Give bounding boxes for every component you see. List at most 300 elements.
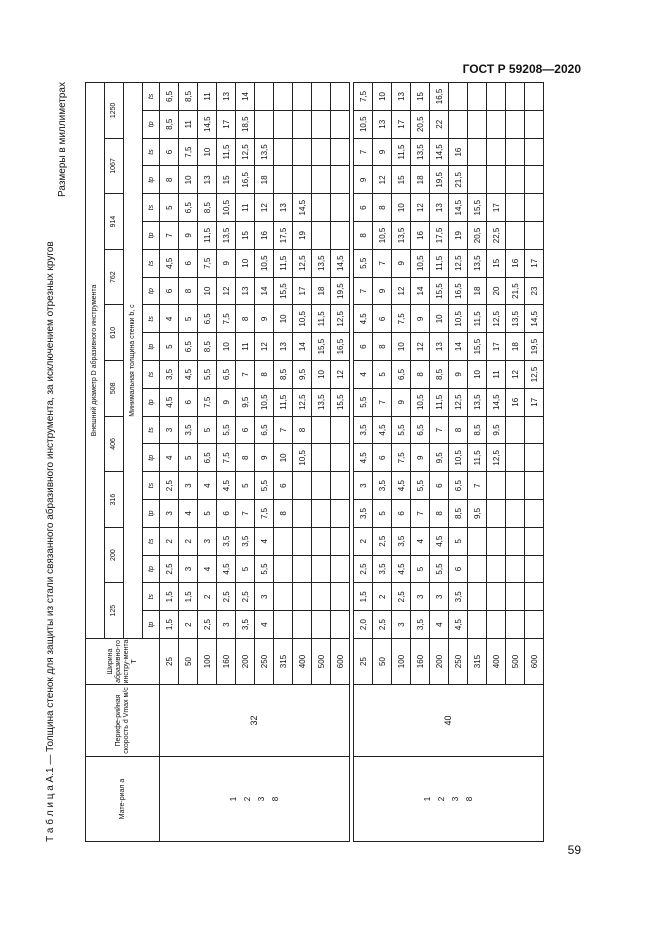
- thickness-cell: [312, 138, 331, 166]
- thickness-cell: 5: [449, 527, 468, 555]
- thickness-cell: 13,5: [411, 138, 430, 166]
- thickness-cell: 16,5: [331, 333, 350, 361]
- material-cell: 1 2 3 8: [354, 757, 544, 842]
- thickness-cell: 5,5: [354, 249, 373, 277]
- thickness-cell: 12: [217, 277, 236, 305]
- thickness-cell: 4: [179, 500, 198, 528]
- thickness-cell: 20: [487, 277, 506, 305]
- thickness-cell: [525, 583, 544, 611]
- diameter-header: 610: [105, 305, 124, 361]
- thickness-cell: 12: [411, 194, 430, 222]
- thickness-cell: 14: [236, 83, 255, 111]
- thickness-cell: [331, 444, 350, 472]
- caption-row: [43, 82, 71, 842]
- thickness-cell: [293, 166, 312, 194]
- thickness-cell: 4: [160, 305, 179, 333]
- thickness-cell: 11,5: [430, 249, 449, 277]
- thickness-cell: 3,5: [160, 361, 179, 389]
- thickness-cell: 23: [525, 277, 544, 305]
- diameter-header: 762: [105, 249, 124, 305]
- thickness-cell: 11,5: [274, 388, 293, 416]
- thickness-cell: [331, 416, 350, 444]
- thickness-cell: 15,5: [331, 388, 350, 416]
- thickness-cell: [274, 138, 293, 166]
- thickness-cell: 12: [392, 277, 411, 305]
- thickness-cell: 8: [179, 277, 198, 305]
- thickness-cell: 15,5: [430, 277, 449, 305]
- thickness-cell: 15: [487, 249, 506, 277]
- thickness-cell: 3: [392, 611, 411, 639]
- thickness-cell: 7: [468, 472, 487, 500]
- thickness-cell: 19,5: [331, 277, 350, 305]
- thickness-cell: [331, 110, 350, 138]
- thickness-cell: 13,5: [255, 138, 274, 166]
- subheader-ts: ts: [143, 194, 160, 222]
- thickness-cell: 8,5: [198, 194, 217, 222]
- width-cell: 160: [411, 639, 430, 685]
- thickness-cell: 14,5: [198, 110, 217, 138]
- thickness-cell: 5: [179, 444, 198, 472]
- thickness-cell: [487, 583, 506, 611]
- thickness-cell: 2: [160, 527, 179, 555]
- thickness-cell: 8: [236, 305, 255, 333]
- thickness-cell: 5: [160, 194, 179, 222]
- diameter-group-header: Внешний диаметр D абразивного инструмента: [86, 83, 105, 639]
- thickness-cell: 1,5: [160, 583, 179, 611]
- thickness-cell: 10: [312, 361, 331, 389]
- thickness-cell: 3,5: [392, 527, 411, 555]
- thickness-cell: 10,5: [373, 222, 392, 250]
- thickness-cell: [487, 500, 506, 528]
- thickness-cell: 7: [373, 388, 392, 416]
- thickness-cell: 9: [354, 166, 373, 194]
- thickness-cell: 4,5: [449, 611, 468, 639]
- thickness-cell: [312, 583, 331, 611]
- thickness-cell: 7,5: [198, 388, 217, 416]
- thickness-cell: 3,5: [373, 472, 392, 500]
- thickness-cell: 9: [373, 277, 392, 305]
- thickness-cell: 11: [236, 333, 255, 361]
- thickness-cell: 10: [217, 333, 236, 361]
- subheader-tp: tp: [143, 388, 160, 416]
- subheader-tp: tp: [143, 333, 160, 361]
- thickness-cell: 11,5: [430, 388, 449, 416]
- diameter-header: 200: [105, 527, 124, 583]
- diameter-header: 316: [105, 472, 124, 528]
- thickness-cell: 2,5: [160, 555, 179, 583]
- thickness-cell: [506, 611, 525, 639]
- thickness-cell: 3: [411, 583, 430, 611]
- thickness-cell: [506, 472, 525, 500]
- subheader-ts: ts: [143, 472, 160, 500]
- thickness-cell: 6: [449, 555, 468, 583]
- thickness-cell: 9: [255, 444, 274, 472]
- thickness-cell: 12: [506, 361, 525, 389]
- thickness-cell: [487, 611, 506, 639]
- thickness-cell: [468, 555, 487, 583]
- thickness-cell: 4,5: [430, 527, 449, 555]
- thickness-cell: 10,5: [449, 444, 468, 472]
- thickness-cell: 16,5: [236, 166, 255, 194]
- thickness-cell: 12,5: [487, 444, 506, 472]
- thickness-cell: 6: [354, 194, 373, 222]
- thickness-cell: 16: [449, 138, 468, 166]
- thickness-cell: [468, 166, 487, 194]
- thickness-cell: 18: [255, 166, 274, 194]
- thickness-cell: 14: [293, 333, 312, 361]
- thickness-cell: [331, 472, 350, 500]
- thickness-cell: [487, 83, 506, 111]
- diameter-header: 914: [105, 194, 124, 250]
- thickness-cell: 3,5: [449, 583, 468, 611]
- thickness-cell: 14,5: [487, 388, 506, 416]
- thickness-cell: [331, 166, 350, 194]
- thickness-cell: 12: [373, 166, 392, 194]
- thickness-cell: 4,5: [354, 444, 373, 472]
- thickness-cell: 6: [430, 472, 449, 500]
- thickness-cell: [506, 555, 525, 583]
- thickness-cell: [312, 416, 331, 444]
- thickness-cell: 5: [373, 500, 392, 528]
- thickness-cell: 8,5: [274, 361, 293, 389]
- width-cell: 200: [430, 639, 449, 685]
- material-header: Мате-риал a: [86, 757, 160, 842]
- width-cell: 600: [525, 639, 544, 685]
- thickness-cell: 8,5: [160, 110, 179, 138]
- thickness-cell: 14: [411, 277, 430, 305]
- thickness-cell: 7,5: [354, 83, 373, 111]
- thickness-cell: 4: [354, 361, 373, 389]
- thickness-cell: 4,5: [160, 388, 179, 416]
- thickness-cell: 12,5: [449, 249, 468, 277]
- thickness-cell: 9,5: [430, 444, 449, 472]
- thickness-cell: 13: [430, 194, 449, 222]
- thickness-cell: 17: [487, 194, 506, 222]
- subheader-ts: ts: [143, 138, 160, 166]
- width-cell: 250: [449, 639, 468, 685]
- thickness-cell: [506, 500, 525, 528]
- thickness-cell: 19,5: [525, 333, 544, 361]
- thickness-cell: 17: [293, 277, 312, 305]
- width-cell: 100: [198, 639, 217, 685]
- thickness-cell: 2: [198, 583, 217, 611]
- thickness-cell: 7: [354, 277, 373, 305]
- thickness-cell: 3: [179, 472, 198, 500]
- thickness-cell: [525, 472, 544, 500]
- thickness-cell: 10: [468, 361, 487, 389]
- diameter-header: 1067: [105, 138, 124, 194]
- thickness-cell: [312, 166, 331, 194]
- thickness-cell: 21,5: [506, 277, 525, 305]
- thickness-cell: 8: [354, 222, 373, 250]
- thickness-cell: 5: [198, 416, 217, 444]
- thickness-cell: 5: [236, 472, 255, 500]
- thickness-cell: 5,5: [430, 555, 449, 583]
- diameter-header: 1250: [105, 83, 124, 139]
- thickness-cell: 17: [392, 110, 411, 138]
- thickness-cell: 7: [430, 416, 449, 444]
- thickness-cell: 22: [430, 110, 449, 138]
- thickness-cell: 12,5: [487, 305, 506, 333]
- thickness-cell: 2,5: [373, 527, 392, 555]
- thickness-cell: 9,5: [487, 416, 506, 444]
- thickness-cell: 12: [411, 333, 430, 361]
- thickness-cell: 6,5: [411, 416, 430, 444]
- thickness-cell: 6: [373, 305, 392, 333]
- thickness-cell: 3: [255, 583, 274, 611]
- subheader-tp: tp: [143, 110, 160, 138]
- thickness-cell: 7: [236, 500, 255, 528]
- thickness-cell: 10: [236, 249, 255, 277]
- thickness-cell: 13,5: [468, 249, 487, 277]
- width-cell: 100: [392, 639, 411, 685]
- thickness-cell: [525, 222, 544, 250]
- thickness-cell: 7: [354, 138, 373, 166]
- thickness-cell: 17: [487, 333, 506, 361]
- table-caption: Т а б л и ц а А.1 — Толщина стенок для защиты из стали связанного абразивного инструмента, за исключением отрезных кругов: [45, 241, 56, 842]
- thickness-cell: 4: [198, 472, 217, 500]
- width-cell: 400: [293, 639, 312, 685]
- thickness-cell: 2,0: [354, 611, 373, 639]
- thickness-cell: 7,5: [392, 444, 411, 472]
- thickness-cell: 10,5: [217, 194, 236, 222]
- thickness-cell: 3: [217, 611, 236, 639]
- thickness-cell: 13: [236, 277, 255, 305]
- thickness-cell: 13: [430, 333, 449, 361]
- thickness-cell: [525, 110, 544, 138]
- thickness-cell: 6: [392, 500, 411, 528]
- thickness-cell: 16: [506, 388, 525, 416]
- subheader-ts: ts: [143, 583, 160, 611]
- thickness-cell: 11,5: [468, 444, 487, 472]
- thickness-cell: 3: [354, 472, 373, 500]
- thickness-cell: 5: [198, 500, 217, 528]
- thickness-cell: [487, 527, 506, 555]
- subheader-tp: tp: [143, 500, 160, 528]
- thickness-cell: [506, 166, 525, 194]
- thickness-cell: 10: [392, 194, 411, 222]
- thickness-cell: 8,5: [449, 500, 468, 528]
- subheader-ts: ts: [143, 83, 160, 111]
- thickness-cell: [331, 500, 350, 528]
- thickness-cell: 12,5: [236, 138, 255, 166]
- width-header: Ширина абразивно-го инстру-мента T: [86, 639, 160, 685]
- thickness-cell: 10,5: [293, 305, 312, 333]
- thickness-cell: 15,5: [274, 277, 293, 305]
- thickness-cell: 5,5: [198, 361, 217, 389]
- thickness-cell: [468, 138, 487, 166]
- thickness-cell: [525, 194, 544, 222]
- width-cell: 50: [373, 639, 392, 685]
- thickness-cell: 10: [198, 277, 217, 305]
- subheader-tp: tp: [143, 166, 160, 194]
- thickness-cell: 1,5: [354, 583, 373, 611]
- thickness-cell: 8,5: [468, 416, 487, 444]
- thickness-cell: 5: [236, 555, 255, 583]
- thickness-cell: 12: [255, 333, 274, 361]
- thickness-cell: 5,5: [217, 416, 236, 444]
- width-cell: 500: [506, 639, 525, 685]
- thickness-cell: [525, 83, 544, 111]
- thickness-cell: 4: [198, 555, 217, 583]
- width-cell: 600: [331, 639, 350, 685]
- thickness-cell: 7: [373, 249, 392, 277]
- width-cell: 200: [236, 639, 255, 685]
- thickness-cell: 8: [411, 361, 430, 389]
- thickness-cell: 10: [430, 305, 449, 333]
- thickness-cell: 3: [160, 500, 179, 528]
- thickness-cell: 7,5: [392, 305, 411, 333]
- thickness-cell: 5,5: [255, 555, 274, 583]
- thickness-cell: [255, 83, 274, 111]
- thickness-cell: 15: [236, 222, 255, 250]
- diameter-header: 406: [105, 416, 124, 472]
- thickness-cell: 6,5: [179, 194, 198, 222]
- thickness-cell: [525, 527, 544, 555]
- thickness-cell: 10,5: [354, 110, 373, 138]
- thickness-cell: 19: [293, 222, 312, 250]
- thickness-cell: 14,5: [449, 194, 468, 222]
- thickness-cell: 16,5: [449, 277, 468, 305]
- thickness-cell: [255, 110, 274, 138]
- thickness-cell: 17,5: [274, 222, 293, 250]
- thickness-cell: 4: [430, 611, 449, 639]
- thickness-cell: [468, 110, 487, 138]
- thickness-cell: [312, 472, 331, 500]
- thickness-cell: [525, 444, 544, 472]
- thickness-cell: [506, 222, 525, 250]
- thickness-cell: 4,5: [392, 472, 411, 500]
- thickness-cell: 9: [392, 249, 411, 277]
- thickness-cell: 9,5: [236, 388, 255, 416]
- thickness-cell: 2,5: [354, 555, 373, 583]
- thickness-cell: 13: [274, 194, 293, 222]
- thickness-cell: 3,5: [354, 416, 373, 444]
- thickness-cell: [274, 611, 293, 639]
- diameter-header: 508: [105, 361, 124, 417]
- thickness-cell: [506, 138, 525, 166]
- thickness-cell: 11: [179, 110, 198, 138]
- thickness-cell: 6: [160, 138, 179, 166]
- thickness-cell: 9: [373, 138, 392, 166]
- thickness-cell: [331, 194, 350, 222]
- thickness-cell: 13: [392, 83, 411, 111]
- thickness-cell: [274, 83, 293, 111]
- thickness-cell: [312, 194, 331, 222]
- thickness-cell: 7,5: [217, 305, 236, 333]
- speed-cell: 32: [160, 685, 350, 757]
- material-cell: 1 2 3 8: [160, 757, 350, 842]
- thickness-cell: [525, 138, 544, 166]
- subheader-tp: tp: [143, 555, 160, 583]
- thickness-cell: 3,5: [354, 500, 373, 528]
- thickness-cell: [506, 416, 525, 444]
- rotated-table-page: [43, 82, 588, 842]
- thickness-cell: 6: [179, 249, 198, 277]
- page-number: 59: [567, 843, 581, 857]
- thickness-cell: 18: [468, 277, 487, 305]
- thickness-cell: 13,5: [312, 388, 331, 416]
- width-cell: 500: [312, 639, 331, 685]
- thickness-cell: 3: [198, 527, 217, 555]
- thickness-cell: [293, 527, 312, 555]
- thickness-cell: [293, 500, 312, 528]
- thickness-cell: 7,5: [198, 249, 217, 277]
- thickness-cell: 8: [293, 416, 312, 444]
- thickness-cell: 11: [487, 361, 506, 389]
- thickness-cell: [331, 527, 350, 555]
- thickness-cell: 11,5: [198, 222, 217, 250]
- thickness-cell: 4,5: [217, 472, 236, 500]
- thickness-cell: [312, 527, 331, 555]
- thickness-cell: 3,5: [236, 611, 255, 639]
- units-note: Размеры в миллиметрах: [57, 82, 68, 197]
- thickness-cell: 9,5: [468, 500, 487, 528]
- thickness-cell: 2,5: [160, 472, 179, 500]
- thickness-cell: 19: [449, 222, 468, 250]
- thickness-cell: [293, 555, 312, 583]
- thickness-cell: 10: [274, 444, 293, 472]
- thickness-cell: [525, 500, 544, 528]
- thickness-cell: 4,5: [217, 555, 236, 583]
- thickness-cell: 16,5: [430, 83, 449, 111]
- thickness-cell: 15,5: [468, 194, 487, 222]
- thickness-cell: 7,5: [179, 138, 198, 166]
- thickness-cell: 3: [160, 416, 179, 444]
- thickness-cell: 6: [373, 444, 392, 472]
- thickness-cell: [312, 110, 331, 138]
- thickness-cell: 5: [160, 333, 179, 361]
- thickness-cell: 4: [411, 527, 430, 555]
- thickness-cell: 6,5: [449, 472, 468, 500]
- thickness-cell: 8,5: [179, 83, 198, 111]
- thickness-cell: [468, 583, 487, 611]
- thickness-cell: 7: [236, 361, 255, 389]
- thickness-cell: 6,5: [179, 333, 198, 361]
- thickness-cell: 16: [411, 222, 430, 250]
- thickness-cell: [506, 83, 525, 111]
- thickness-cell: 11,5: [217, 138, 236, 166]
- wall-thickness-table: [85, 82, 544, 842]
- thickness-cell: 1,5: [179, 583, 198, 611]
- table-row: [160, 83, 179, 842]
- thickness-cell: 3: [430, 583, 449, 611]
- standard-number: ГОСТ Р 59208—2020: [462, 62, 581, 76]
- thickness-cell: 10: [179, 166, 198, 194]
- thickness-cell: 14: [255, 277, 274, 305]
- thickness-cell: [487, 110, 506, 138]
- thickness-cell: 9: [217, 249, 236, 277]
- thickness-cell: 4: [255, 611, 274, 639]
- thickness-cell: 10,5: [255, 249, 274, 277]
- thickness-cell: 18,5: [236, 110, 255, 138]
- width-cell: 50: [179, 639, 198, 685]
- thickness-cell: 13,5: [217, 222, 236, 250]
- thickness-cell: 8: [160, 166, 179, 194]
- thickness-cell: 2: [354, 527, 373, 555]
- thickness-cell: 2,5: [198, 611, 217, 639]
- thickness-cell: [312, 444, 331, 472]
- thickness-cell: 5,5: [255, 472, 274, 500]
- thickness-cell: 10: [198, 138, 217, 166]
- thickness-cell: 3,5: [236, 527, 255, 555]
- thickness-cell: [525, 416, 544, 444]
- thickness-cell: 17: [525, 388, 544, 416]
- thickness-cell: [506, 194, 525, 222]
- thickness-cell: 9: [217, 388, 236, 416]
- thickness-cell: 13: [217, 83, 236, 111]
- thickness-cell: 9,5: [293, 361, 312, 389]
